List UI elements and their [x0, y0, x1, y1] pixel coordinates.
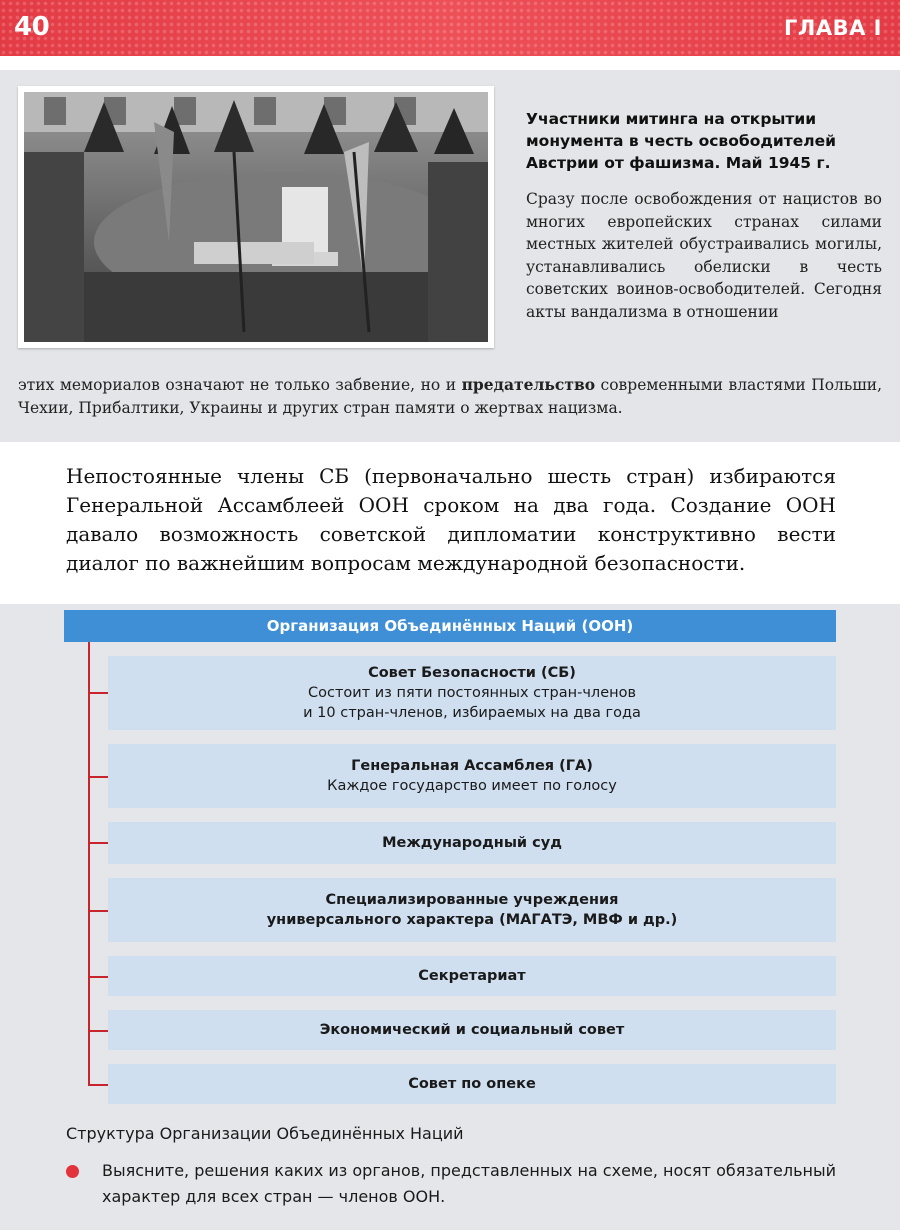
- main-paragraph: Непостоянные члены СБ (первоначально шесть стран) избираются Генеральной Ассамблеей ООН сроком на два года. Создание ООН давало возможность советской дипломатии конструктивно вести диалог по важнейшим вопросам международной безопасности.: [66, 464, 836, 575]
- organ-general-assembly: [108, 744, 836, 808]
- organ-title: Совет по опеке: [408, 1076, 536, 1092]
- tree-tick: [88, 910, 108, 912]
- organ-trusteeship-council: [108, 1064, 836, 1104]
- photo-caption-text-continued: [18, 374, 882, 419]
- photo-caption-text: Сразу после освобождения от нацистов во многих европейских странах силами местных жителей обустраивались могилы, устанавливались обелиски в честь советских воинов-освободителей. Сегодня акты вандализма в отношении: [526, 190, 882, 321]
- organ-title: Секретариат: [418, 968, 526, 984]
- caption-text-bold: предательство: [461, 375, 596, 394]
- organ-title: Специализированные учреждения: [325, 892, 619, 908]
- rally-photo-illustration: [24, 92, 488, 342]
- chapter-title: ГЛАВА I: [784, 16, 882, 40]
- historical-photo: [18, 86, 494, 348]
- organ-international-court: [108, 822, 836, 864]
- tree-tick: [88, 842, 108, 844]
- organ-security-council: [108, 656, 836, 730]
- organ-title: Генеральная Ассамблея (ГА): [351, 758, 593, 774]
- organ-economic-social-council: [108, 1010, 836, 1050]
- diagram-caption: Структура Организации Объединённых Наций: [66, 1124, 464, 1143]
- organ-title: Экономический и социальный совет: [319, 1022, 625, 1038]
- organ-title: Международный суд: [382, 835, 562, 851]
- red-bullet-icon: [66, 1165, 79, 1178]
- diagram-root-un: Организация Объединённых Наций (ООН): [64, 610, 836, 642]
- tree-tick: [88, 776, 108, 778]
- tree-tick: [88, 1084, 108, 1086]
- tree-tick: [88, 976, 108, 978]
- page-header: [0, 0, 900, 56]
- question-text: Выясните, решения каких из органов, представленных на схеме, носят обязательный характер для всех стран — членов ООН.: [102, 1161, 836, 1206]
- page-number: 40: [14, 12, 50, 42]
- photo-caption-title: Участники митинга на открытии монумента в честь освободителей Австрии от фашизма. Май 1945 г.: [526, 110, 836, 172]
- tree-tick: [88, 692, 108, 694]
- organ-description: и 10 стран-членов, избираемых на два года: [303, 705, 641, 721]
- organ-description: Каждое государство имеет по голосу: [327, 778, 617, 794]
- organ-specialized-agencies: [108, 878, 836, 942]
- organ-title: универсального характера (МАГАТЭ, МВФ и др.): [266, 912, 678, 928]
- caption-text-segment: современными властями Польши, Чехии, Прибалтики, Украины и других стран памяти о жертвах нацизма.: [18, 376, 882, 417]
- organ-title: Совет Безопасности (СБ): [368, 665, 576, 681]
- caption-text-segment: этих мемориалов означают не только забвение, но и: [18, 376, 462, 394]
- tree-tick: [88, 1030, 108, 1032]
- tree-connector-line: [88, 642, 90, 1086]
- organ-secretariat: [108, 956, 836, 996]
- organ-description: Состоит из пяти постоянных стран-членов: [307, 685, 637, 701]
